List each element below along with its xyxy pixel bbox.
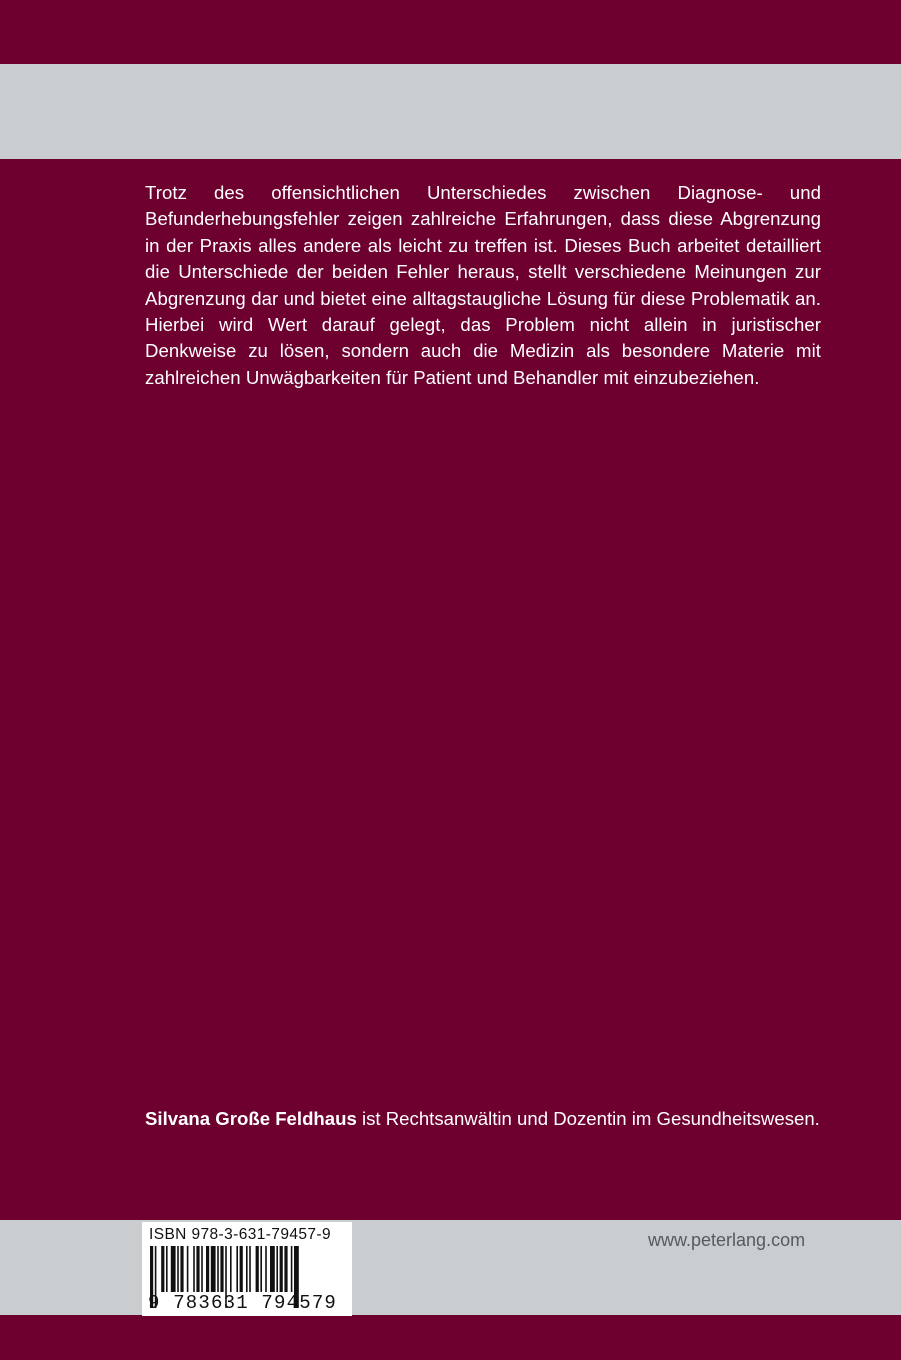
barcode-bar [240, 1246, 243, 1292]
barcode-bar [291, 1246, 293, 1292]
barcode-bar [246, 1246, 248, 1292]
barcode-bar [217, 1246, 219, 1292]
barcode-bar [187, 1246, 189, 1292]
barcode-bar [171, 1246, 176, 1292]
author-bio [145, 1106, 821, 1132]
barcode-bar [280, 1246, 283, 1292]
barcode-bar [256, 1246, 259, 1292]
barcode-bar [249, 1246, 251, 1292]
isbn-barcode [142, 1222, 352, 1316]
barcode-bar [284, 1246, 287, 1292]
barcode-digits: 9 783631 794579 [148, 1292, 338, 1314]
barcode-bar [211, 1246, 216, 1292]
barcode-bar [206, 1246, 209, 1292]
author-description: ist Rechtsanwältin und Dozentin im Gesundheitswesen. [356, 1108, 820, 1129]
barcode-bar [276, 1246, 278, 1292]
author-name: Silvana Große Feldhaus [145, 1108, 357, 1129]
barcode-bar [193, 1246, 195, 1292]
barcode-bar [220, 1246, 223, 1292]
barcode-bar [161, 1246, 164, 1292]
barcode-bar [201, 1246, 203, 1292]
publisher-website-link[interactable]: www.peterlang.com [648, 1230, 806, 1250]
barcode-bar [270, 1246, 275, 1292]
barcode-bar [236, 1246, 238, 1292]
back-cover-blurb: Trotz des offensichtlichen Unterschiedes zwischen Diagnose- und Befunderhebungsfehler zeigen zahlreiche Erfahrungen, dass diese Abgrenzung in der Praxis alles andere als leicht zu treffen ist. Dieses Buch arbeitet detailliert die Unterschiede der beiden Fehler heraus, stellt verschiedene Meinungen zur Abgrenzung dar und bietet eine alltagstaugliche Lösung für diese Problematik an. Hierbei wird Wert darauf gelegt, das Problem nicht allein in juristischer Denkweise zu lösen, sondern auch die Medizin als besondere Materie mit zahlreichen Unwägbarkeiten für Patient und Behandler mit einzubeziehen. [145, 182, 821, 388]
barcode-bar [230, 1246, 232, 1292]
barcode-bar [177, 1246, 179, 1292]
barcode-bar [180, 1246, 183, 1292]
barcode-bar [265, 1246, 267, 1292]
barcode-bar [196, 1246, 199, 1292]
isbn-label: ISBN 978-3-631-79457-9 [149, 1226, 331, 1243]
barcode-bar [260, 1246, 262, 1292]
top-grey-band [0, 64, 901, 159]
barcode-bar [166, 1246, 168, 1292]
